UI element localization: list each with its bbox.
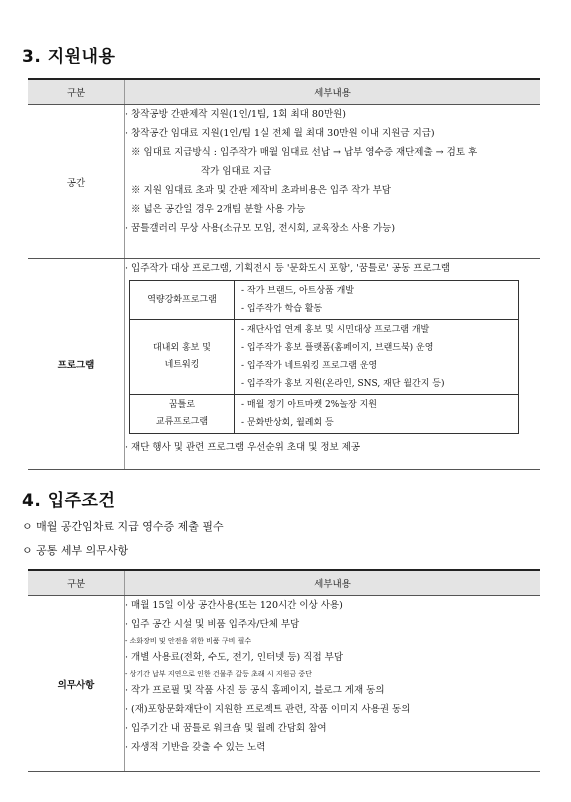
program-row-name <box>130 395 235 434</box>
program-row-items <box>235 281 519 320</box>
space-note: 작가 임대료 지급 <box>201 166 272 177</box>
program-item: - 입주작가 홍보 지원(온라인, SNS, 재단 월간지 등) <box>241 379 445 389</box>
space-note: ※ 지원 임대료 초과 및 간판 제작비 초과비용은 입주 작가 부담 <box>131 185 391 196</box>
program-label: 프로그램 <box>28 259 125 470</box>
duty-line: · (재)포항문화재단이 지원한 프로젝트 관련, 작품 이미지 사용권 동의 <box>125 704 411 715</box>
section4-title: 4. 입주조건 <box>22 491 116 511</box>
condition-bullet: ㅇ 매월 공간임차료 지급 영수증 제출 필수 <box>22 520 224 533</box>
space-line: · 꿈틀갤러리 무상 사용(소규모 모임, 전시회, 교육장소 사용 가능) <box>125 223 396 234</box>
header-category: 구분 <box>28 79 125 105</box>
program-row-items <box>235 320 519 395</box>
duty-line: · 입주 공간 시설 및 비품 입주자/단체 부담 <box>125 619 300 630</box>
support-table <box>28 78 540 470</box>
duty-line: · 매월 15일 이상 공간사용(또는 120시간 이상 사용) <box>125 600 343 611</box>
program-details <box>125 259 541 470</box>
condition-bullet: ㅇ 공통 세부 의무사항 <box>22 544 129 557</box>
program-row-name <box>130 320 235 395</box>
program-row-name-line: 네트워킹 <box>164 360 200 370</box>
conditions-table <box>28 569 540 772</box>
duty-label: 의무사항 <box>28 596 125 772</box>
program-subtable <box>129 280 519 434</box>
program-row-name-line: 교류프로그램 <box>155 417 209 427</box>
space-label: 공간 <box>28 105 125 259</box>
space-details <box>125 105 541 259</box>
program-row-name: 역량강화프로그램 <box>130 281 235 320</box>
program-row-items <box>235 395 519 434</box>
space-line: · 창작공간 임대료 지원(1인/팀 1실 전체 월 최대 30만원 이내 지원금 지급) <box>125 128 435 139</box>
duty-details <box>125 596 541 772</box>
program-row-name-line: 대내외 홍보 및 <box>153 343 211 353</box>
duty-line: · 작가 프로필 및 작품 사진 등 공식 홈페이지, 블로그 게재 동의 <box>125 685 385 696</box>
space-note: ※ 임대료 지급방식 : 입주작가 매월 임대료 선납 → 납부 영수증 재단제출 → 검토 후 <box>131 147 478 158</box>
program-item: - 입주작가 네트워킹 프로그램 운영 <box>241 361 378 371</box>
program-intro: · 입주작가 대상 프로그램, 기획전시 등 '문화도시 포항', '꿈틀로' 공동 프로그램 <box>125 263 451 274</box>
header-category: 구분 <box>28 570 125 596</box>
duty-line: · 입주기간 내 꿈틀로 워크숍 및 월례 간담회 참여 <box>125 723 327 734</box>
program-item: - 재단사업 연계 홍보 및 시민대상 프로그램 개발 <box>241 325 430 335</box>
program-item: - 작가 브랜드, 아트상품 개발 <box>241 286 354 296</box>
program-item: - 매월 정기 아트마켓 2%놀장 지원 <box>241 400 377 410</box>
program-item: - 입주작가 홍보 플랫폼(홈페이지, 브랜드북) 운영 <box>241 343 434 353</box>
space-note: ※ 넓은 공간일 경우 2개팀 분할 사용 가능 <box>131 204 306 215</box>
duty-line: · 개별 사용료(전화, 수도, 전기, 인터넷 등) 직접 부담 <box>125 652 344 663</box>
program-item: - 문화반상회, 월례회 등 <box>241 418 334 428</box>
header-details: 세부내용 <box>125 79 541 105</box>
program-row-name-line: 꿈틀로 <box>168 400 196 410</box>
section3-title: 3. 지원내용 <box>22 47 116 67</box>
space-line: · 창작공방 간판제작 지원(1인/1팀, 1회 최대 80만원) <box>125 109 347 120</box>
program-footer: · 재단 행사 및 관련 프로그램 우선순위 초대 및 정보 제공 <box>125 442 361 453</box>
duty-subnote: - 소화장비 및 안전을 위한 비품 구비 필수 <box>125 637 252 645</box>
duty-subnote: - 상기간 납부 지연으로 인한 건물주 갈등 초래 시 지원금 중단 <box>125 670 312 678</box>
header-details: 세부내용 <box>125 570 541 596</box>
duty-line: · 자생적 기반을 갖출 수 있는 노력 <box>125 742 266 753</box>
program-item: - 입주작가 학습 활동 <box>241 304 323 314</box>
